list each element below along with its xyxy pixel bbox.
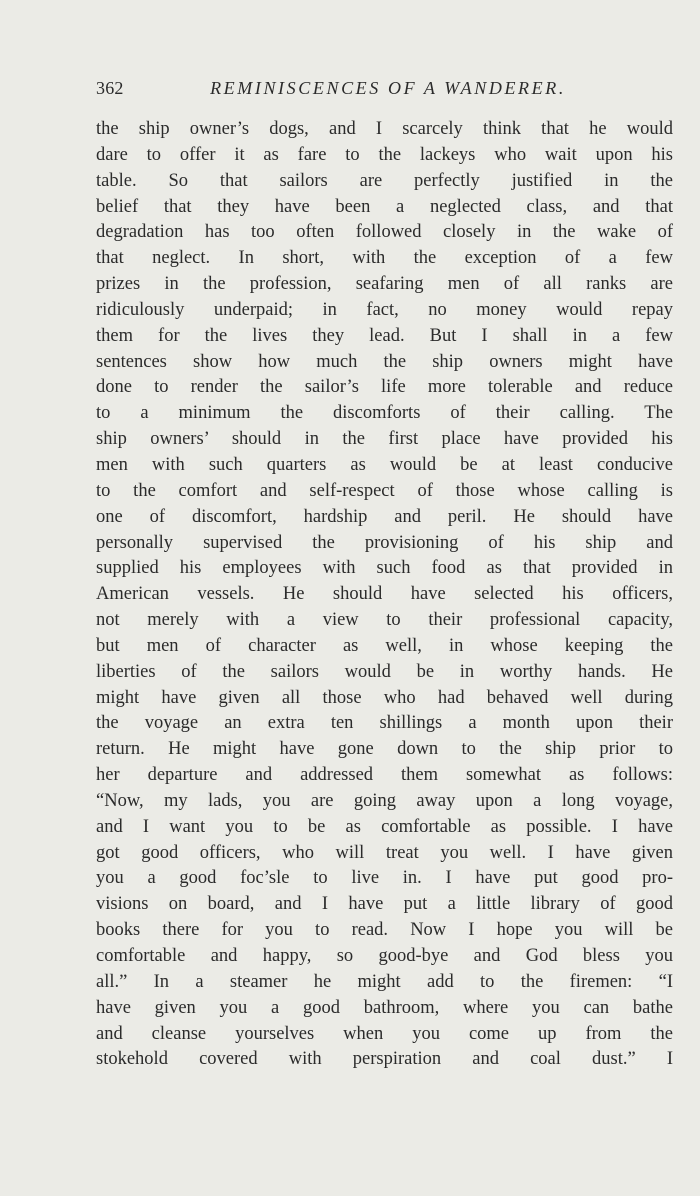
text-line: “Now, my lads, you are going away upon a long voyage, [96, 790, 673, 811]
text-line: comfortable and happy, so good-bye and God bless you [96, 946, 673, 966]
text-line: American vessels. He should have selected his officers, [96, 584, 673, 605]
text-line: sentences show how much the ship owners might have [96, 351, 673, 372]
text-line: ridiculously underpaid; in fact, no money would repay [96, 299, 673, 320]
text-line: not merely with a view to their professional capacity, [96, 610, 673, 631]
text-line: one of discomfort, hardship and peril. He should have [96, 506, 673, 527]
text-line: her departure and addressed them somewhat as follows: [96, 765, 673, 786]
text-line: liberties of the sailors would be in worthy hands. He [96, 661, 673, 682]
text-line: done to render the sailor’s life more tolerable and reduce [96, 377, 673, 398]
text-line: to a minimum the discomforts of their calling. The [96, 403, 673, 424]
text-line: belief that they have been a neglected class, and that [96, 196, 673, 217]
text-line: might have given all those who had behaved well during [96, 687, 673, 708]
text-line: return. He might have gone down to the ship prior to [96, 739, 673, 760]
text-line: ship owners’ should in the first place have provided his [96, 429, 673, 450]
text-line: to the comfort and self-respect of those whose calling is [96, 480, 673, 501]
text-line: got good officers, who will treat you well. I have given [96, 842, 673, 863]
text-line: and cleanse yourselves when you come up from the [96, 1023, 673, 1044]
text-line: stokehold covered with perspiration and coal dust.” I [96, 1049, 673, 1070]
page-header [96, 76, 600, 100]
text-line: and I want you to be as comfortable as possible. I have [96, 816, 673, 837]
text-line: the voyage an extra ten shillings a month upon their [96, 713, 673, 734]
text-line: but men of character as well, in whose keeping the [96, 635, 673, 656]
text-line: have given you a good bathroom, where you can bathe [96, 997, 673, 1018]
body-text [96, 117, 673, 1073]
text-line: men with such quarters as would be at least conducive [96, 454, 673, 475]
text-line: them for the lives they lead. But I shall in a few [96, 325, 673, 346]
text-line: supplied his employees with such food as that provided in [96, 558, 673, 579]
text-line: prizes in the profession, seafaring men of all ranks are [96, 274, 673, 295]
text-line: degradation has too often followed closely in the wake of [96, 222, 673, 243]
text-line: books there for you to read. Now I hope you will be [96, 920, 673, 941]
text-line: visions on board, and I have put a little library of good [96, 894, 673, 915]
page-number: 362 [96, 78, 124, 98]
running-title: REMINISCENCES OF A WANDERER. [210, 78, 566, 98]
text-line: the ship owner’s dogs, and I scarcely think that he would [96, 119, 673, 139]
text-line: all.” In a steamer he might add to the firemen: “I [96, 971, 673, 992]
text-line: that neglect. In short, with the exception of a few [96, 248, 673, 269]
text-line: table. So that sailors are perfectly justified in the [96, 170, 673, 191]
text-line: personally supervised the provisioning of his ship and [96, 532, 673, 553]
text-line: dare to offer it as fare to the lackeys who wait upon his [96, 144, 673, 165]
text-line: you a good foc’sle to live in. I have put good pro- [96, 868, 673, 889]
